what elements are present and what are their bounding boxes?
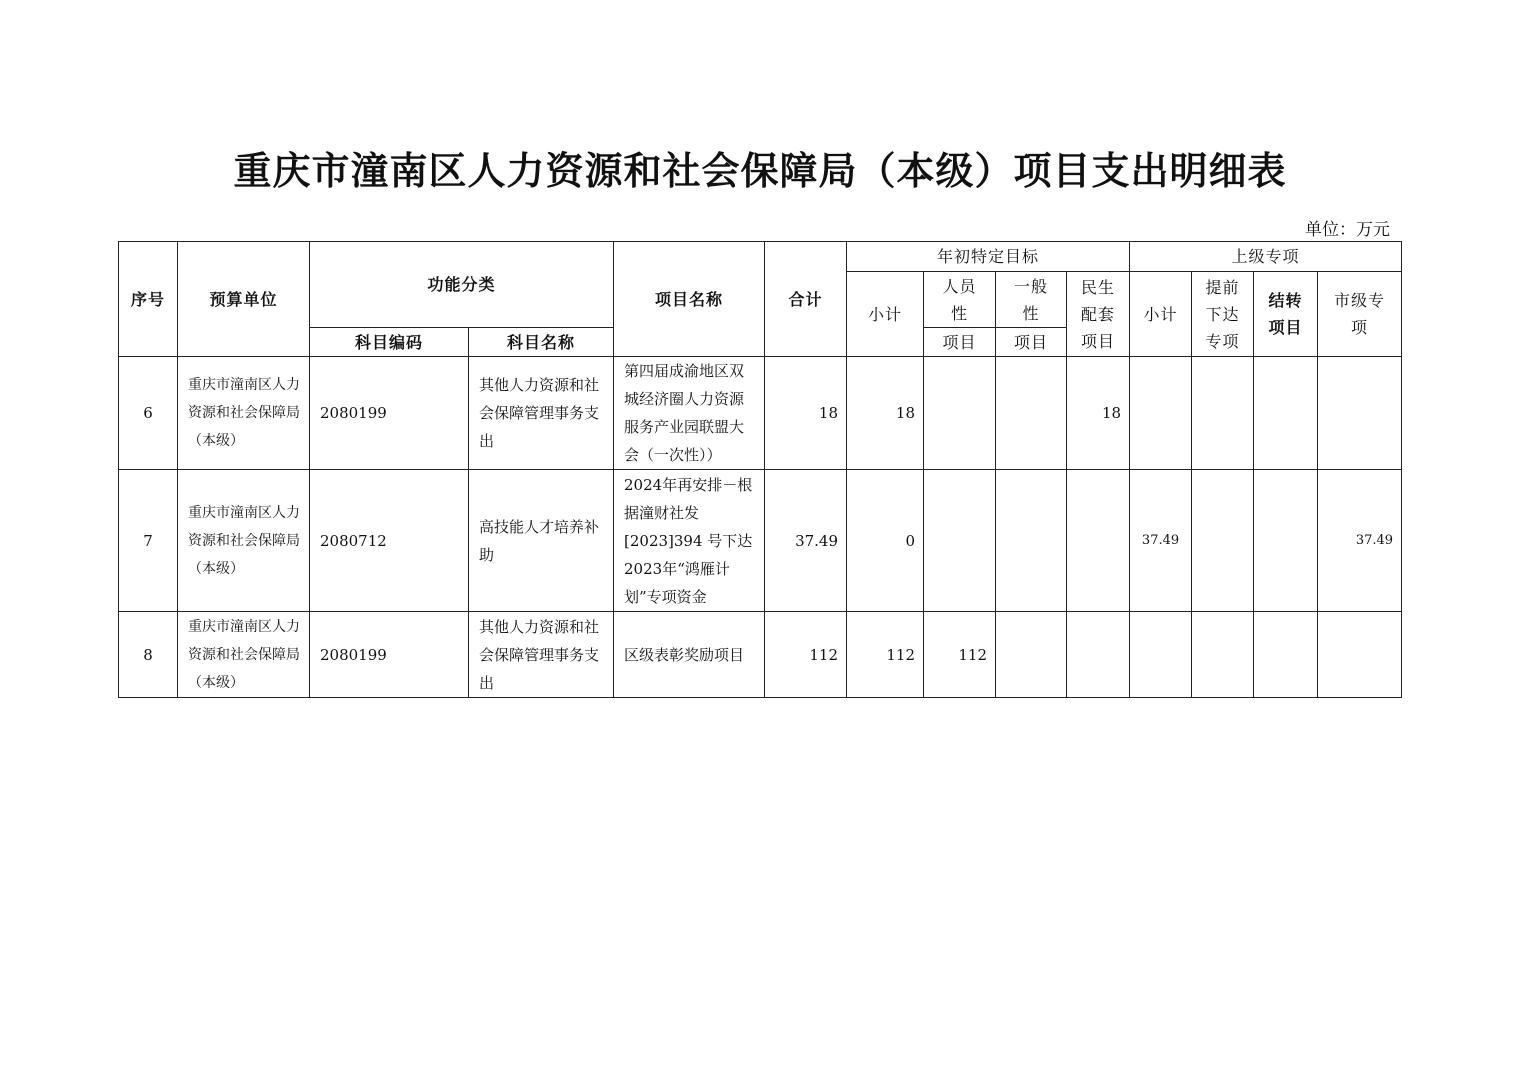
unit-label: 单位：万元 [1305,220,1390,240]
cell-livelihood: 18 [1067,357,1130,470]
header-livelihood: 民生配套项目 [1067,272,1130,357]
table-row [119,357,1402,470]
cell-seq: 7 [119,470,178,612]
header-carryover: 结转项目 [1254,272,1318,357]
header-upper-group: 上级专项 [1130,242,1402,272]
header-target-group: 年初特定目标 [847,242,1130,272]
expenditure-table [118,241,1402,698]
cell-general [996,357,1067,470]
header-func-class: 功能分类 [310,242,614,328]
cell-city: 37.49 [1318,470,1402,612]
header-advance: 提前下达专项 [1192,272,1254,357]
cell-city [1318,612,1402,698]
cell-total: 112 [765,612,847,698]
cell-livelihood [1067,612,1130,698]
cell-livelihood [1067,470,1130,612]
header-project-name: 项目名称 [614,242,765,357]
header-general-sub: 项目 [996,328,1067,357]
cell-subject-name: 其他人力资源和社会保障管理事务支出 [469,357,614,470]
header-upper-subtotal: 小计 [1130,272,1192,357]
cell-budget-unit: 重庆市潼南区人力资源和社会保障局（本级） [178,357,310,470]
cell-upper-subtotal [1130,612,1192,698]
cell-subject-code: 2080199 [310,612,469,698]
cell-total: 18 [765,357,847,470]
cell-advance [1192,357,1254,470]
cell-advance [1192,612,1254,698]
cell-project-name: 第四届成渝地区双城经济圈人力资源服务产业园联盟大会（一次性）） [614,357,765,470]
cell-budget-unit: 重庆市潼南区人力资源和社会保障局（本级） [178,612,310,698]
cell-subject-code: 2080199 [310,357,469,470]
page-title: 重庆市潼南区人力资源和社会保障局（本级）项目支出明细表 [233,149,1287,193]
cell-target-subtotal: 0 [847,470,924,612]
cell-subject-code: 2080712 [310,470,469,612]
cell-general [996,612,1067,698]
cell-carryover [1254,470,1318,612]
header-target-subtotal: 小计 [847,272,924,357]
header-subject-name: 科目名称 [469,328,614,357]
header-budget-unit: 预算单位 [178,242,310,357]
header-city: 市级专项 [1318,272,1402,357]
header-general: 一般性 [996,272,1067,328]
cell-city [1318,357,1402,470]
cell-general [996,470,1067,612]
cell-advance [1192,470,1254,612]
cell-subject-name: 其他人力资源和社会保障管理事务支出 [469,612,614,698]
cell-project-name: 2024年再安排－根据潼财社发[2023]394 号下达2023年“鸿雁计划”专项资金 [614,470,765,612]
cell-carryover [1254,612,1318,698]
cell-seq: 8 [119,612,178,698]
cell-target-subtotal: 18 [847,357,924,470]
header-total: 合计 [765,242,847,357]
cell-project-name: 区级表彰奖励项目 [614,612,765,698]
cell-upper-subtotal [1130,357,1192,470]
cell-upper-subtotal: 37.49 [1130,470,1192,612]
cell-carryover [1254,357,1318,470]
cell-personnel [924,470,996,612]
cell-target-subtotal: 112 [847,612,924,698]
table-row [119,612,1402,698]
cell-personnel: 112 [924,612,996,698]
cell-total: 37.49 [765,470,847,612]
header-seq: 序号 [119,242,178,357]
cell-personnel [924,357,996,470]
header-personnel: 人员性 [924,272,996,328]
header-personnel-sub: 项目 [924,328,996,357]
cell-budget-unit: 重庆市潼南区人力资源和社会保障局（本级） [178,470,310,612]
table-row [119,470,1402,612]
cell-seq: 6 [119,357,178,470]
cell-subject-name: 高技能人才培养补助 [469,470,614,612]
header-subject-code: 科目编码 [310,328,469,357]
